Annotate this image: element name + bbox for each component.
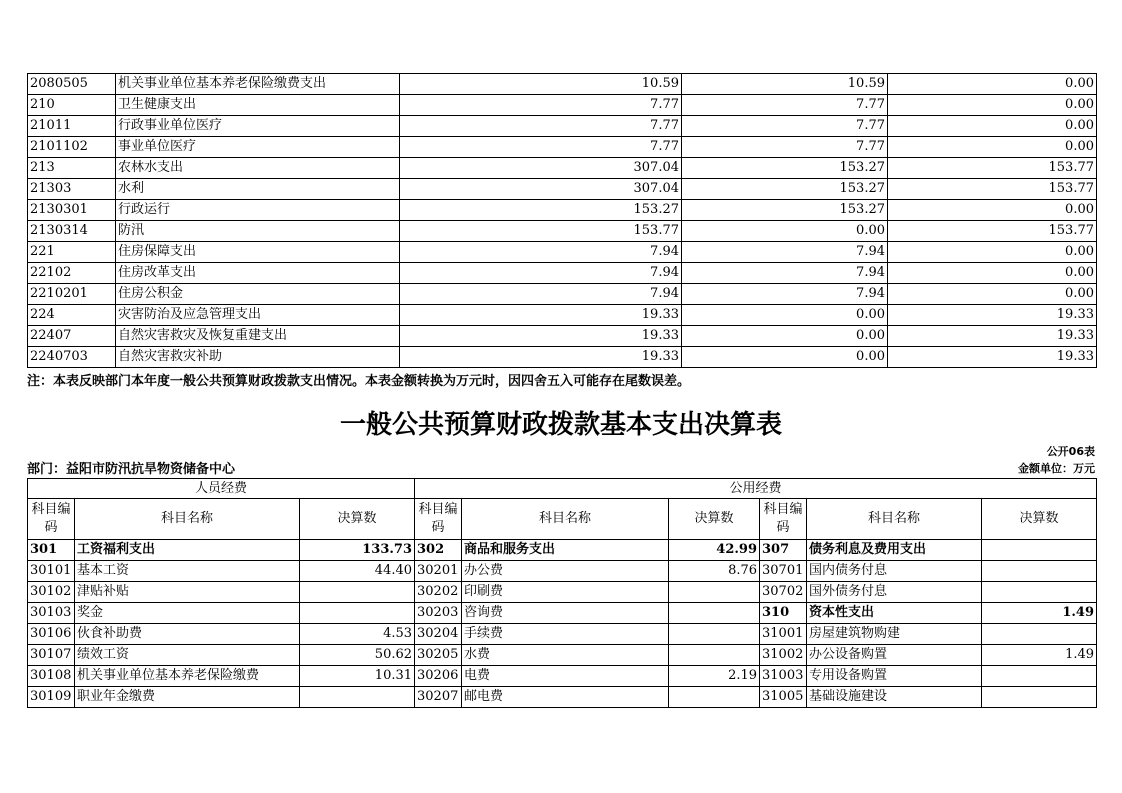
table-row xyxy=(28,116,1097,137)
cell-project: 19.33 xyxy=(888,305,1097,326)
table-row xyxy=(28,666,1097,687)
cell-basic: 7.94 xyxy=(682,242,888,263)
header-amount: 决算数 xyxy=(982,499,1097,540)
cell-basic: 0.00 xyxy=(682,221,888,242)
cell-basic: 0.00 xyxy=(682,347,888,368)
cell-project: 153.77 xyxy=(888,221,1097,242)
table-note: 注：本表反映部门本年度一般公共预算财政拨款支出情况。本表金额转换为万元时，因四舍五入可能存在尾数误差。 xyxy=(27,374,691,389)
cell-basic: 0.00 xyxy=(682,326,888,347)
cell-name: 防汛 xyxy=(116,221,400,242)
table-row xyxy=(28,137,1097,158)
cell-total: 19.33 xyxy=(400,326,682,347)
cell-basic: 10.59 xyxy=(682,74,888,95)
cell-amount: 8.76 xyxy=(669,561,760,582)
cell-amount xyxy=(669,582,760,603)
cell-code: 221 xyxy=(28,242,116,263)
cell-name: 资本性支出 xyxy=(807,603,982,624)
cell-code: 302 xyxy=(415,540,462,561)
cell-name: 住房保障支出 xyxy=(116,242,400,263)
cell-code: 21011 xyxy=(28,116,116,137)
table-row xyxy=(28,624,1097,645)
cell-name: 商品和服务支出 xyxy=(462,540,669,561)
cell-total: 7.77 xyxy=(400,95,682,116)
table-row xyxy=(28,603,1097,624)
cell-name: 国外债务付息 xyxy=(807,582,982,603)
cell-amount xyxy=(982,582,1097,603)
cell-project: 0.00 xyxy=(888,263,1097,284)
cell-name: 灾害防治及应急管理支出 xyxy=(116,305,400,326)
cell-project: 0.00 xyxy=(888,242,1097,263)
cell-project: 0.00 xyxy=(888,284,1097,305)
cell-code: 31001 xyxy=(760,624,807,645)
cell-code: 22407 xyxy=(28,326,116,347)
cell-basic: 7.77 xyxy=(682,95,888,116)
cell-amount xyxy=(300,603,415,624)
cell-name: 津贴补贴 xyxy=(75,582,300,603)
cell-name: 农林水支出 xyxy=(116,158,400,179)
cell-total: 19.33 xyxy=(400,347,682,368)
cell-name: 自然灾害救灾及恢复重建支出 xyxy=(116,326,400,347)
cell-amount xyxy=(669,603,760,624)
cell-total: 7.94 xyxy=(400,242,682,263)
table-row xyxy=(28,95,1097,116)
cell-name: 水利 xyxy=(116,179,400,200)
cell-amount xyxy=(300,582,415,603)
cell-code: 30701 xyxy=(760,561,807,582)
amount-unit-label: 金额单位：万元 xyxy=(1018,462,1095,475)
cell-total: 153.77 xyxy=(400,221,682,242)
cell-amount xyxy=(982,561,1097,582)
cell-name: 邮电费 xyxy=(462,687,669,708)
section-header-row xyxy=(28,479,1097,499)
cell-total: 307.04 xyxy=(400,158,682,179)
cell-name: 自然灾害救灾补助 xyxy=(116,347,400,368)
cell-name: 职业年金缴费 xyxy=(75,687,300,708)
cell-name: 办公费 xyxy=(462,561,669,582)
cell-project: 0.00 xyxy=(888,200,1097,221)
cell-name: 电费 xyxy=(462,666,669,687)
cell-name: 事业单位医疗 xyxy=(116,137,400,158)
cell-amount: 133.73 xyxy=(300,540,415,561)
cell-code: 301 xyxy=(28,540,75,561)
cell-total: 7.94 xyxy=(400,263,682,284)
header-name: 科目名称 xyxy=(75,499,300,540)
cell-amount: 44.40 xyxy=(300,561,415,582)
table-row xyxy=(28,179,1097,200)
cell-basic: 7.77 xyxy=(682,116,888,137)
top-expense-table xyxy=(27,73,1097,368)
cell-amount xyxy=(982,666,1097,687)
cell-name: 国内债务付息 xyxy=(807,561,982,582)
cell-code: 2080505 xyxy=(28,74,116,95)
cell-code: 30203 xyxy=(415,603,462,624)
cell-code: 30106 xyxy=(28,624,75,645)
header-name: 科目名称 xyxy=(807,499,982,540)
cell-project: 153.77 xyxy=(888,179,1097,200)
cell-name: 绩效工资 xyxy=(75,645,300,666)
cell-project: 153.77 xyxy=(888,158,1097,179)
cell-amount: 1.49 xyxy=(982,603,1097,624)
cell-name: 印刷费 xyxy=(462,582,669,603)
cell-code: 30207 xyxy=(415,687,462,708)
cell-amount: 2.19 xyxy=(669,666,760,687)
table-row xyxy=(28,540,1097,561)
cell-amount: 4.53 xyxy=(300,624,415,645)
cell-amount xyxy=(669,645,760,666)
cell-total: 307.04 xyxy=(400,179,682,200)
cell-total: 10.59 xyxy=(400,74,682,95)
cell-amount xyxy=(669,624,760,645)
cell-name: 房屋建筑物购建 xyxy=(807,624,982,645)
cell-name: 水费 xyxy=(462,645,669,666)
cell-code: 30202 xyxy=(415,582,462,603)
cell-name: 工资福利支出 xyxy=(75,540,300,561)
cell-code: 210 xyxy=(28,95,116,116)
cell-total: 7.77 xyxy=(400,137,682,158)
cell-amount xyxy=(300,687,415,708)
cell-name: 行政事业单位医疗 xyxy=(116,116,400,137)
cell-code: 310 xyxy=(760,603,807,624)
cell-code: 2210201 xyxy=(28,284,116,305)
header-code: 科目编码 xyxy=(415,499,462,540)
cell-project: 19.33 xyxy=(888,326,1097,347)
cell-code: 2240703 xyxy=(28,347,116,368)
table-row xyxy=(28,221,1097,242)
table-row xyxy=(28,74,1097,95)
cell-code: 2130314 xyxy=(28,221,116,242)
cell-amount xyxy=(982,687,1097,708)
cell-basic: 7.94 xyxy=(682,263,888,284)
table-row xyxy=(28,687,1097,708)
cell-name: 基本工资 xyxy=(75,561,300,582)
cell-basic: 153.27 xyxy=(682,200,888,221)
cell-amount: 42.99 xyxy=(669,540,760,561)
cell-basic: 153.27 xyxy=(682,158,888,179)
cell-code: 30702 xyxy=(760,582,807,603)
cell-amount xyxy=(669,687,760,708)
cell-basic: 153.27 xyxy=(682,179,888,200)
cell-code: 307 xyxy=(760,540,807,561)
cell-name: 债务利息及费用支出 xyxy=(807,540,982,561)
cell-name: 办公设备购置 xyxy=(807,645,982,666)
cell-code: 31003 xyxy=(760,666,807,687)
cell-name: 机关事业单位基本养老保险缴费支出 xyxy=(116,74,400,95)
cell-code: 30205 xyxy=(415,645,462,666)
cell-name: 住房改革支出 xyxy=(116,263,400,284)
department-label: 部门：益阳市防汛抗旱物资储备中心 xyxy=(27,462,236,477)
cell-name: 基础设施建设 xyxy=(807,687,982,708)
section-public: 公用经费 xyxy=(415,479,1097,499)
cell-project: 19.33 xyxy=(888,347,1097,368)
table-row xyxy=(28,645,1097,666)
cell-name: 手续费 xyxy=(462,624,669,645)
cell-code: 30206 xyxy=(415,666,462,687)
cell-total: 153.27 xyxy=(400,200,682,221)
cell-project: 0.00 xyxy=(888,95,1097,116)
header-amount: 决算数 xyxy=(300,499,415,540)
cell-code: 30108 xyxy=(28,666,75,687)
page-title: 一般公共预算财政拨款基本支出决算表 xyxy=(339,410,782,440)
cell-code: 2130301 xyxy=(28,200,116,221)
table-row xyxy=(28,347,1097,368)
table-row xyxy=(28,582,1097,603)
cell-code: 213 xyxy=(28,158,116,179)
cell-total: 7.94 xyxy=(400,284,682,305)
cell-code: 31002 xyxy=(760,645,807,666)
table-row xyxy=(28,326,1097,347)
table-row xyxy=(28,158,1097,179)
header-amount: 决算数 xyxy=(669,499,760,540)
cell-code: 224 xyxy=(28,305,116,326)
cell-project: 0.00 xyxy=(888,74,1097,95)
header-code: 科目编码 xyxy=(760,499,807,540)
cell-amount: 1.49 xyxy=(982,645,1097,666)
cell-code: 2101102 xyxy=(28,137,116,158)
table-row xyxy=(28,561,1097,582)
basic-expense-table xyxy=(27,478,1097,708)
cell-name: 行政运行 xyxy=(116,200,400,221)
table-row xyxy=(28,242,1097,263)
cell-code: 31005 xyxy=(760,687,807,708)
cell-code: 30109 xyxy=(28,687,75,708)
cell-name: 机关事业单位基本养老保险缴费 xyxy=(75,666,300,687)
cell-code: 30101 xyxy=(28,561,75,582)
form-number: 公开06表 xyxy=(1046,445,1095,458)
cell-project: 0.00 xyxy=(888,116,1097,137)
table-row xyxy=(28,284,1097,305)
cell-code: 30204 xyxy=(415,624,462,645)
cell-name: 住房公积金 xyxy=(116,284,400,305)
table-row xyxy=(28,200,1097,221)
cell-name: 卫生健康支出 xyxy=(116,95,400,116)
cell-amount xyxy=(982,624,1097,645)
cell-code: 30201 xyxy=(415,561,462,582)
cell-code: 21303 xyxy=(28,179,116,200)
cell-project: 0.00 xyxy=(888,137,1097,158)
cell-amount: 10.31 xyxy=(300,666,415,687)
header-name: 科目名称 xyxy=(462,499,669,540)
cell-amount: 50.62 xyxy=(300,645,415,666)
table-row xyxy=(28,263,1097,284)
cell-total: 19.33 xyxy=(400,305,682,326)
cell-amount xyxy=(982,540,1097,561)
cell-name: 专用设备购置 xyxy=(807,666,982,687)
cell-code: 22102 xyxy=(28,263,116,284)
section-personnel: 人员经费 xyxy=(28,479,415,499)
header-code: 科目编码 xyxy=(28,499,75,540)
cell-name: 伙食补助费 xyxy=(75,624,300,645)
cell-name: 咨询费 xyxy=(462,603,669,624)
cell-basic: 7.77 xyxy=(682,137,888,158)
table-row xyxy=(28,305,1097,326)
cell-basic: 0.00 xyxy=(682,305,888,326)
cell-code: 30103 xyxy=(28,603,75,624)
cell-name: 奖金 xyxy=(75,603,300,624)
cell-code: 30107 xyxy=(28,645,75,666)
cell-code: 30102 xyxy=(28,582,75,603)
cell-total: 7.77 xyxy=(400,116,682,137)
column-header-row xyxy=(28,499,1097,540)
cell-basic: 7.94 xyxy=(682,284,888,305)
